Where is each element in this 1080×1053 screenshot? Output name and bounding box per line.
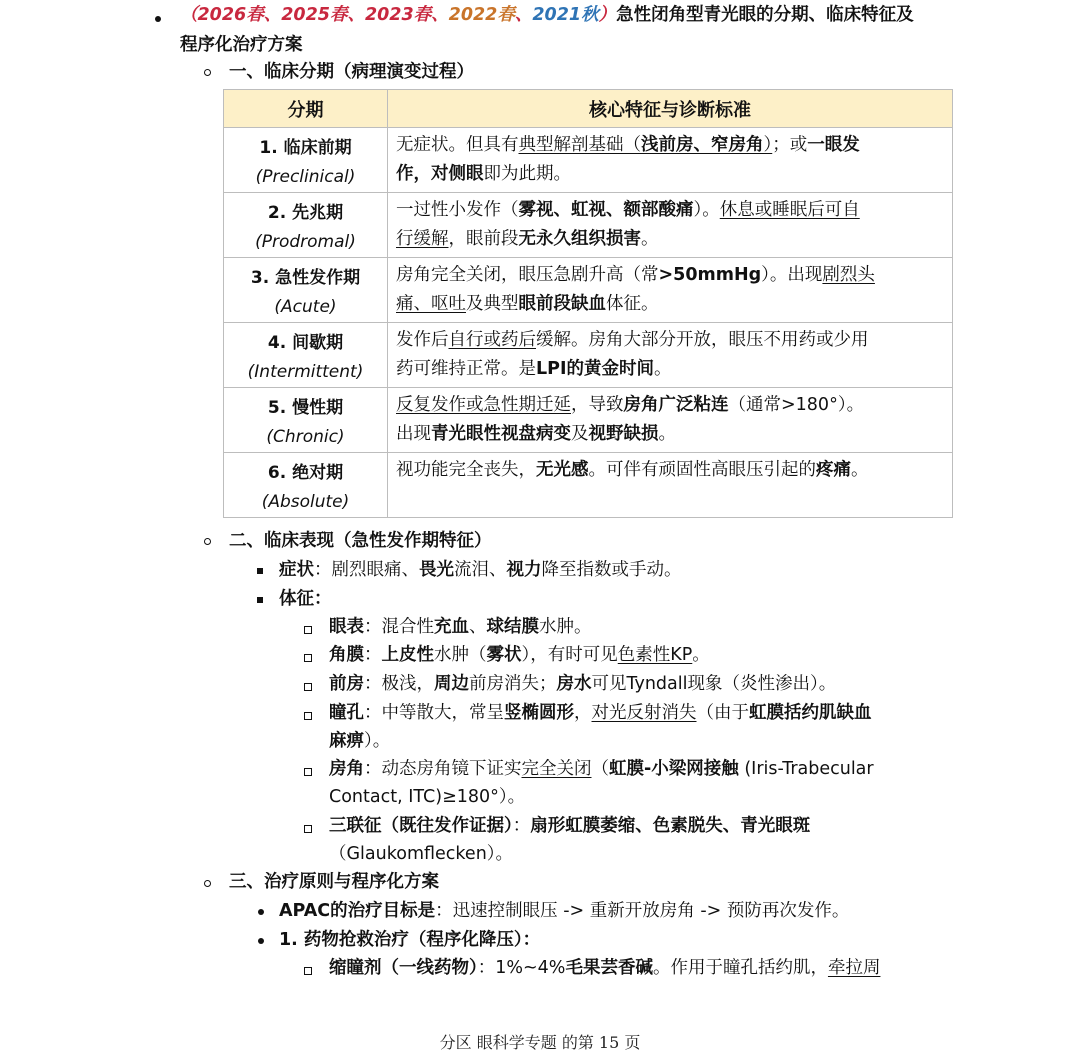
sign-angle-cont: [329, 789, 525, 807]
list-bullet: [258, 909, 264, 915]
text-run: APAC的治疗目标是: [279, 901, 436, 921]
text-run: 体征。: [606, 294, 659, 314]
text-run: 疼痛: [816, 460, 851, 480]
criteria-cell: [388, 258, 953, 323]
text-run: 视野缺损: [588, 424, 659, 444]
text-run: 一过性小发作（: [396, 200, 519, 220]
text-run: 即为此期。: [483, 164, 571, 184]
text-run: 视力: [506, 560, 542, 580]
stage-name: 5. 慢性期: [267, 398, 344, 418]
criteria-line: [396, 391, 944, 420]
text-run: ：1%~4%: [477, 958, 566, 978]
criteria-line: [396, 326, 944, 355]
text-run: ）。: [693, 200, 720, 220]
text-run: 竖椭圆形: [504, 703, 574, 723]
text-run: 雾状: [486, 645, 522, 665]
stage-name: 4. 间歇期: [267, 333, 344, 353]
stage-cell: [224, 453, 388, 518]
exam-year-tag: 、: [514, 5, 533, 25]
text-run: ：中等散大，常呈: [364, 703, 504, 723]
text-run: 对光反射消失: [591, 703, 697, 723]
text-run: 水肿。: [539, 617, 592, 637]
text-run: ：: [512, 816, 531, 836]
table-row: [224, 193, 953, 258]
text-run: 眼前段缺血: [518, 294, 606, 314]
text-run: 畏光: [419, 560, 454, 580]
text-run: 无光感: [536, 460, 589, 480]
list-bullet: [155, 16, 161, 22]
list-bullet: [304, 683, 312, 691]
text-run: ：迅速控制眼压 -> 重新开放房角 -> 预防再次发作。: [435, 901, 850, 921]
text-run: 房角完全关闭，眼压急剧升高（常: [396, 265, 659, 285]
text-run: 无症状。但具有: [396, 135, 519, 155]
criteria-line: [396, 160, 944, 189]
stage-english: (Intermittent): [247, 362, 364, 382]
text-run: 球结膜: [486, 617, 539, 637]
criteria-line: [396, 456, 944, 485]
text-run: ）。出现: [761, 265, 823, 285]
text-run: 痛、呕吐: [396, 294, 466, 314]
text-run: ：剧烈眼痛、: [314, 560, 419, 580]
text-run: 流泪、: [454, 560, 507, 580]
text-run: 雾视、虹视、额部酸痛: [518, 200, 694, 220]
stage-cell: [224, 388, 388, 453]
text-run: 。可伴有顽固性高眼压引起的: [588, 460, 816, 480]
text-run: ）。: [364, 731, 391, 751]
criteria-line: [396, 261, 944, 290]
heading-bracket-close: ）: [598, 5, 617, 25]
list-bullet: [304, 768, 312, 776]
text-run: ，导致: [571, 395, 624, 415]
stage-english: (Absolute): [261, 492, 350, 512]
exam-year-tag: 2023春: [364, 5, 432, 25]
stage-name: 3. 急性发作期: [250, 268, 361, 288]
text-run: >50mmHg: [658, 265, 762, 285]
sign-anterior-chamber: [329, 676, 836, 694]
text-run: ：: [364, 645, 382, 665]
sign-angle: [329, 761, 874, 779]
criteria-line: [396, 225, 944, 254]
text-run: 房水: [556, 674, 592, 694]
table-header-stage: 分期: [224, 90, 388, 128]
criteria-line: [396, 196, 944, 225]
text-run: 缩瞳剂（一线药物）: [329, 958, 478, 978]
text-run: 牵拉周: [827, 958, 881, 978]
text-run: 三联征（既往发作证据）: [329, 816, 513, 836]
stage-cell: [224, 193, 388, 258]
text-run: 角膜: [329, 645, 364, 665]
table-row: [224, 323, 953, 388]
text-run: 、: [469, 617, 487, 637]
list-bullet: [304, 712, 312, 720]
heading-title: 急性闭角型青光眼的分期、临床特征及: [616, 5, 914, 25]
table-row: [224, 128, 953, 193]
text-run: 缓解。房角大部分开放，眼压不用药或少用: [536, 330, 869, 350]
text-run: （由于: [696, 703, 749, 723]
exam-year-tag: 2026春: [197, 5, 264, 25]
text-run: (Iris-Trabecular: [738, 759, 874, 779]
text-run: 虹膜-小梁网接触: [609, 759, 739, 779]
text-run: 完全关闭: [521, 759, 592, 779]
text-run: 及: [571, 424, 589, 444]
text-run: 症状: [279, 560, 314, 580]
text-run: ，: [574, 703, 592, 723]
text-run: 前房消失；: [469, 674, 557, 694]
stage-english: (Chronic): [266, 427, 345, 447]
exam-year-tag: 2021秋: [532, 5, 599, 25]
text-run: ）。: [498, 787, 526, 807]
stage-table: [223, 89, 953, 518]
topic-heading-line1: [180, 7, 914, 25]
text-run: 。: [692, 645, 710, 665]
stage-english: (Acute): [274, 297, 337, 317]
text-run: 药可维持正常。是: [396, 359, 536, 379]
exam-year-tag: 2025春: [281, 5, 348, 25]
text-run: ）: [763, 135, 773, 155]
sign-pupil-cont: [329, 733, 390, 751]
text-run: 典型解剖基础（: [518, 135, 641, 155]
text-run: 自行或药后: [448, 330, 536, 350]
criteria-cell: [388, 388, 953, 453]
criteria-line: [396, 131, 944, 160]
text-run: 反复发作或急性期迁延: [396, 395, 571, 415]
miotic-line: [329, 960, 880, 978]
topic-heading-line2: 程序化治疗方案: [180, 35, 303, 55]
section-2-title: 二、临床表现（急性发作期特征）: [229, 531, 492, 551]
text-run: ：极浅，: [364, 674, 434, 694]
symptoms-line: [279, 562, 682, 580]
list-bullet: [204, 69, 211, 76]
drug-therapy-title: 1. 药物抢救治疗（程序化降压）：: [279, 930, 541, 950]
text-run: 一眼发: [807, 135, 860, 155]
text-run: 剧烈头: [822, 265, 875, 285]
table-header-criteria: 核心特征与诊断标准: [388, 90, 953, 128]
treatment-goal: [279, 903, 849, 921]
list-bullet: [257, 597, 263, 603]
text-run: LPI的黄金时间: [536, 359, 654, 379]
text-run: （Glaukomflecken）。: [329, 844, 514, 864]
text-run: ：混合性: [364, 617, 434, 637]
text-run: 上皮性: [381, 645, 434, 665]
criteria-cell: [388, 128, 953, 193]
text-run: 行缓解: [396, 229, 449, 249]
stage-cell: [224, 128, 388, 193]
stage-cell: [224, 323, 388, 388]
stage-name: 6. 绝对期: [267, 463, 344, 483]
text-run: 房角广泛粘连: [623, 395, 729, 415]
section-3-title: 三、治疗原则与程序化方案: [229, 872, 439, 892]
exam-year-tag: 、: [431, 5, 449, 25]
list-bullet: [204, 880, 211, 887]
text-run: 前房: [329, 674, 364, 694]
table-row: [224, 388, 953, 453]
text-run: 麻痹: [329, 731, 364, 751]
text-run: 房角: [329, 759, 364, 779]
heading-bracket-open: （: [180, 5, 198, 25]
criteria-line: [396, 420, 944, 449]
criteria-cell: [388, 323, 953, 388]
text-run: 虹膜括约肌缺血: [749, 703, 872, 723]
stage-english: (Prodromal): [255, 232, 356, 252]
text-run: ：动态房角镜下证实: [364, 759, 522, 779]
text-run: ，眼前段: [448, 229, 519, 249]
text-run: Contact, ITC)≥180°: [329, 787, 499, 807]
text-run: 。: [851, 460, 869, 480]
text-run: 充血: [434, 617, 469, 637]
text-run: 视功能完全丧失，: [396, 460, 536, 480]
criteria-line: [396, 355, 944, 384]
text-run: 水肿（: [434, 645, 487, 665]
stage-cell: [224, 258, 388, 323]
text-run: 降至指数或手动。: [541, 560, 682, 580]
text-run: 。作用于瞳孔括约肌，: [652, 958, 828, 978]
exam-year-tags: [198, 5, 599, 25]
exam-year-tag: 、: [263, 5, 282, 25]
stage-english: (Preclinical): [255, 167, 356, 187]
text-run: ；或: [772, 135, 808, 155]
sign-triad: [329, 818, 810, 836]
text-run: 无永久组织损害: [518, 229, 641, 249]
exam-year-tag: 2022春: [448, 5, 515, 25]
text-run: 出现: [396, 424, 431, 444]
list-bullet: [304, 626, 312, 634]
table-row: [224, 258, 953, 323]
criteria-line: [396, 290, 944, 319]
page-footer: 分区 眼科学专题 的第 15 页: [439, 1033, 641, 1052]
stage-name: 1. 临床前期: [259, 138, 352, 158]
list-bullet: [204, 538, 211, 545]
text-run: 。: [658, 424, 676, 444]
text-run: 扇形虹膜萎缩、色素脱失、青光眼斑: [530, 816, 811, 836]
list-bullet: [304, 654, 312, 662]
criteria-cell: [388, 193, 953, 258]
stage-name: 2. 先兆期: [267, 203, 344, 223]
text-run: 作，对侧眼: [396, 164, 484, 184]
sign-pupil: [329, 705, 872, 723]
sign-ocular-surface: [329, 619, 592, 637]
text-run: 休息或睡眠后可自: [719, 200, 860, 220]
list-bullet: [304, 825, 312, 833]
list-bullet: [258, 938, 264, 944]
text-run: 瞳孔: [329, 703, 364, 723]
section-1-title: 一、临床分期（病理演变过程）: [229, 62, 474, 82]
list-bullet: [304, 967, 312, 975]
table-row: [224, 453, 953, 518]
text-run: 及典型: [466, 294, 519, 314]
sign-triad-cont: [329, 846, 513, 864]
list-bullet: [257, 568, 263, 574]
text-run: 浅前房、窄房角: [641, 135, 764, 155]
text-run: 青光眼性视盘病变: [431, 424, 571, 444]
exam-year-tag: 、: [347, 5, 365, 25]
text-run: 毛果芸香碱: [565, 958, 653, 978]
text-run: ），有时可见: [521, 645, 618, 665]
text-run: （: [591, 759, 609, 779]
text-run: 可见Tyndall现象（炎性渗出）。: [591, 674, 837, 694]
text-run: 。: [641, 229, 659, 249]
text-run: 周边: [434, 674, 469, 694]
text-run: 。: [654, 359, 672, 379]
criteria-cell: [388, 453, 953, 518]
sign-cornea: [329, 647, 710, 665]
signs-label: 体征：: [279, 589, 332, 609]
text-run: 发作后: [396, 330, 449, 350]
text-run: （通常>180°）。: [728, 395, 865, 415]
text-run: 眼表: [329, 617, 364, 637]
text-run: 色素性KP: [617, 645, 693, 665]
